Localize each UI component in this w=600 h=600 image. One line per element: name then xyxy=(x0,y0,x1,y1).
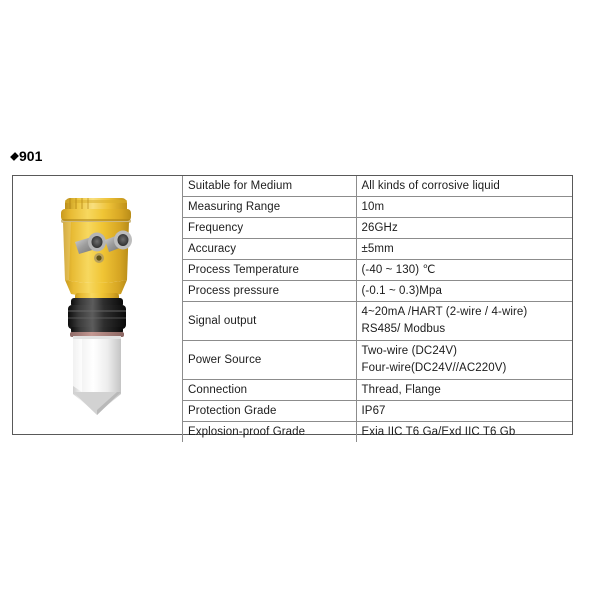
product-model-number: 901 xyxy=(19,148,43,164)
specification-block xyxy=(12,175,573,438)
spec-value-line: (-0.1 ~ 0.3)Mpa xyxy=(361,284,442,297)
spec-value-line: (-40 ~ 130) ℃ xyxy=(361,263,436,276)
table-row xyxy=(183,239,573,260)
spec-value-line: 4~20mA /HART (2-wire / 4-wire) xyxy=(361,306,528,318)
spec-value-line: Thread, Flange xyxy=(361,383,441,396)
spec-value-line: 10m xyxy=(361,200,385,213)
spec-value xyxy=(356,341,572,380)
housing-vent-screw xyxy=(94,253,104,263)
spec-value-line: All kinds of corrosive liquid xyxy=(361,179,500,192)
table-row xyxy=(183,422,573,443)
spec-name: Signal output xyxy=(183,302,357,341)
specification-table-body xyxy=(183,176,573,442)
product-photo xyxy=(13,176,182,434)
spec-name: Measuring Range xyxy=(183,197,357,218)
ptfe-rod-antenna xyxy=(73,336,121,415)
table-row xyxy=(183,260,573,281)
spec-name: Frequency xyxy=(183,218,357,239)
spec-value-line: Exia IIC T6 Ga/Exd IIC T6 Gb xyxy=(361,425,516,438)
diamond-bullet-icon xyxy=(10,152,19,161)
table-row xyxy=(183,302,573,341)
spec-value-line: RS485/ Modbus xyxy=(361,323,446,335)
product-image-pane xyxy=(13,176,182,434)
table-row xyxy=(183,176,573,197)
process-connection xyxy=(68,298,126,333)
spec-value-line: 26GHz xyxy=(361,221,398,234)
table-row xyxy=(183,197,573,218)
spec-name: Accuracy xyxy=(183,239,357,260)
housing-body xyxy=(63,222,129,283)
spec-name: Process pressure xyxy=(183,281,357,302)
spec-value xyxy=(356,260,572,281)
spec-value xyxy=(356,197,572,218)
table-row xyxy=(183,341,573,380)
table-row xyxy=(183,218,573,239)
spec-value xyxy=(356,281,572,302)
spec-name: Explosion-proof Grade xyxy=(183,422,357,443)
spec-value xyxy=(356,422,572,443)
spec-name: Connection xyxy=(183,380,357,401)
spec-name: Process Temperature xyxy=(183,260,357,281)
spec-name: Protection Grade xyxy=(183,401,357,422)
spec-value-line: Two-wire (DC24V) xyxy=(361,345,458,357)
spec-value xyxy=(356,176,572,197)
specification-table xyxy=(182,176,572,442)
spec-value-line: ±5mm xyxy=(361,242,394,255)
spec-value xyxy=(356,302,572,341)
spec-value-line: Four-wire(DC24V//AC220V) xyxy=(361,362,507,374)
spec-value xyxy=(356,401,572,422)
spec-value xyxy=(356,218,572,239)
spec-value xyxy=(356,380,572,401)
table-row xyxy=(183,380,573,401)
spec-name: Power Source xyxy=(183,341,357,380)
spec-value-line: IP67 xyxy=(361,404,386,417)
table-row xyxy=(183,401,573,422)
spec-value xyxy=(356,239,572,260)
spec-name: Suitable for Medium xyxy=(183,176,357,197)
product-model-label xyxy=(11,148,42,164)
table-row xyxy=(183,281,573,302)
